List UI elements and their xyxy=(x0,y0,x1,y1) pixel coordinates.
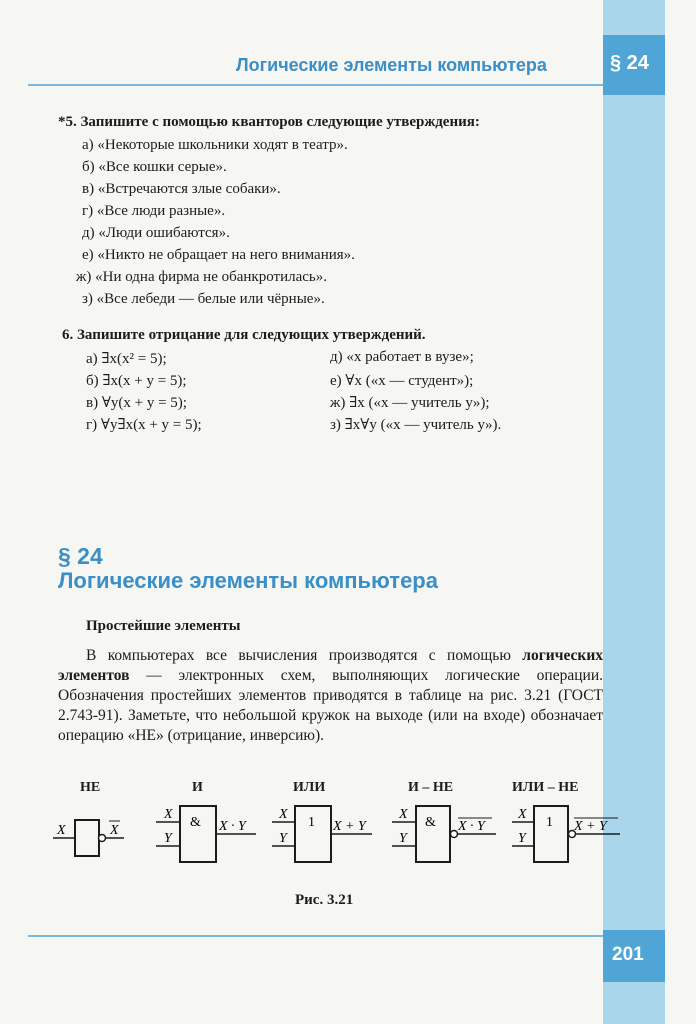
exercise-6-item-right: ж) ∃x («x — учитель y»); xyxy=(330,395,490,411)
and-gate-input-y: Y xyxy=(164,831,172,846)
exercise-5-item: а) «Некоторые школьники ходят в театр». xyxy=(82,137,348,153)
and-gate-symbol: & xyxy=(190,815,201,830)
not-gate xyxy=(53,820,124,856)
gate-label-and: И xyxy=(192,780,203,795)
nor-gate-input-x: X xyxy=(518,807,527,822)
gate-label-nor: ИЛИ – НЕ xyxy=(512,780,579,795)
header-divider xyxy=(28,84,603,86)
exercise-6-item-left: в) ∀y(x + y = 5); xyxy=(86,395,187,411)
paragraph-term: логических элементов xyxy=(58,647,603,684)
or-gate xyxy=(272,806,372,862)
figure-caption: Рис. 3.21 xyxy=(295,892,354,908)
gate-label-or: ИЛИ xyxy=(293,780,326,795)
and-gate xyxy=(156,806,256,862)
section-number: § 24 xyxy=(58,543,103,569)
not-gate-output: X xyxy=(110,823,119,838)
section-title: Логические элементы компьютера xyxy=(58,568,438,593)
exercise-5-item: б) «Все кошки серые». xyxy=(82,159,227,175)
exercise-6-title: 6. Запишите отрицание для следующих утверждений. xyxy=(62,327,426,343)
nand-gate-input-x: X xyxy=(399,807,408,822)
nand-gate-input-y: Y xyxy=(399,831,407,846)
paragraph-start: В компьютерах все вычисления производятся с помощью xyxy=(86,647,523,664)
running-header-section: § 24 xyxy=(610,52,649,74)
exercise-6-item-right: е) ∀x («x — студент»); xyxy=(330,373,474,389)
logic-gates-figure xyxy=(50,798,630,878)
paragraph-end: — электронных схем, выполняющих логические операции. Обозначения простейших элементов приводятся в таблице на рис. 3.21 (ГОСТ 2.743-91). Заметьте, что небольшой кружок на выходе (или на входе) обозначает операцию «НЕ» (отрицание, инверсию). xyxy=(58,667,603,744)
nor-gate xyxy=(512,806,620,862)
and-gate-input-x: X xyxy=(164,807,173,822)
not-gate-input: X xyxy=(57,823,66,838)
or-gate-output: X + Y xyxy=(333,819,366,834)
or-gate-input-x: X xyxy=(279,807,288,822)
exercise-6-item-left: г) ∀y∃x(x + y = 5); xyxy=(86,417,202,433)
nor-gate-input-y: Y xyxy=(518,831,526,846)
exercise-5-title: *5. Запишите с помощью кванторов следующие утверждения: xyxy=(58,114,480,130)
exercise-6-item-right: з) ∃x∀y («x — учитель y»). xyxy=(330,417,502,433)
page-number: 201 xyxy=(612,944,644,965)
running-header-title: Логические элементы компьютера xyxy=(236,55,547,75)
exercise-5-item: г) «Все люди разные». xyxy=(82,203,226,219)
exercise-5-item: ж) «Ни одна фирма не обанкротилась». xyxy=(76,269,327,285)
nand-gate xyxy=(392,806,496,862)
nor-gate-symbol: 1 xyxy=(546,815,553,830)
or-gate-input-y: Y xyxy=(279,831,287,846)
gate-label-nand: И – НЕ xyxy=(408,780,454,795)
exercise-6-item-left: а) ∃x(x² = 5); xyxy=(86,351,167,367)
footer-divider xyxy=(28,935,603,937)
and-gate-output: X · Y xyxy=(219,819,246,834)
exercise-5-item: д) «Люди ошибаются». xyxy=(82,225,230,241)
nor-gate-output: X + Y xyxy=(574,819,607,834)
nand-gate-output: X · Y xyxy=(458,819,485,834)
exercise-6-item-left: б) ∃x(x + y = 5); xyxy=(86,373,187,389)
exercise-5-item: е) «Никто не обращает на него внимания». xyxy=(82,247,355,263)
subheading: Простейшие элементы xyxy=(86,618,241,634)
nand-gate-symbol: & xyxy=(425,815,436,830)
or-gate-symbol: 1 xyxy=(308,815,315,830)
body-paragraph xyxy=(58,646,603,746)
exercise-5-item: з) «Все лебеди — белые или чёрные». xyxy=(82,291,325,307)
exercise-5-item: в) «Встречаются злые собаки». xyxy=(82,181,281,197)
gate-label-not: НЕ xyxy=(80,780,101,795)
exercise-6-item-right: д) «x работает в вузе»; xyxy=(330,349,474,365)
